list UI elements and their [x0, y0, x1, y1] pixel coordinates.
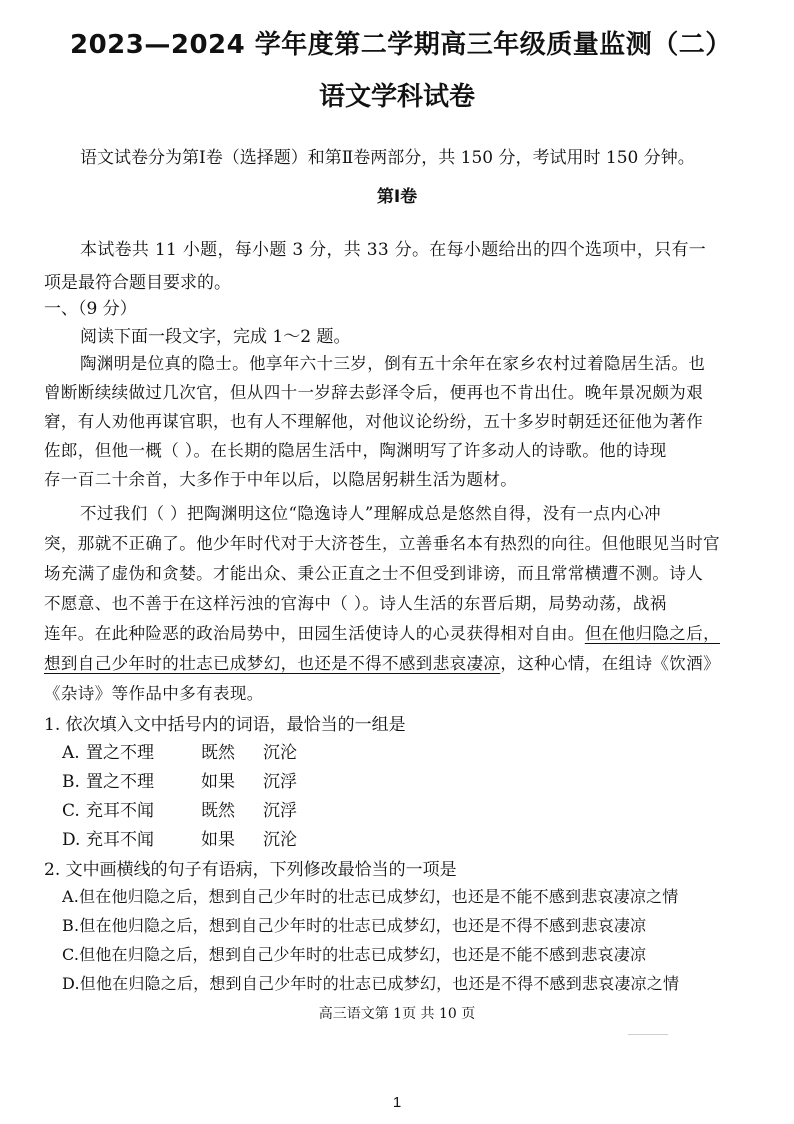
- exam-title: 2023—2024 学年度第二学期高三年级质量监测（二）: [70, 30, 732, 60]
- option-word-2: 如果: [201, 830, 235, 850]
- underlined-sentence-part-1: 但在他归隐之后，: [584, 624, 721, 643]
- subject-title: 语文学科试卷: [318, 82, 475, 112]
- option-word-1: 置之不理: [86, 772, 154, 792]
- option-word-2: 既然: [201, 743, 235, 763]
- option-word-2: 既然: [201, 801, 235, 821]
- passage-line: 曾断断续续做过几次官，但从四十一岁辞去彭泽令后，便再也不肯出仕。晚年景况颇为艰: [44, 383, 704, 402]
- question-1-option-b: [62, 767, 297, 792]
- option-word-2: 如果: [201, 772, 235, 792]
- option-word-1: 置之不理: [86, 743, 154, 763]
- option-letter: C.: [62, 801, 80, 821]
- option-word-3: 沉浮: [263, 772, 297, 792]
- question-2-option-b: B.但在他归隐之后，想到自己少年时的壮志已成梦幻，也还是不得不感到悲哀凄凉: [62, 916, 647, 935]
- passage-line: 窘，有人劝他再谋官职，也有人不理解他，对他议论纷纷，五十多岁时朝廷还征他为著作: [44, 412, 704, 431]
- scan-mark: [628, 1034, 668, 1035]
- question-2-option-c: C.但他在归隐之后，想到自己少年时的壮志已成梦幻，也还是不能不感到悲哀凄凉: [62, 945, 647, 964]
- option-word-3: 沉沦: [263, 743, 297, 763]
- passage-text: 连年。在此种险恶的政治局势中，田园生活使诗人的心灵获得相对自由。: [44, 624, 585, 643]
- page-number: 1: [392, 1094, 402, 1111]
- question-2-stem: 2. 文中画横线的句子有语病，下列修改最恰当的一项是: [44, 860, 457, 880]
- option-word-1: 充耳不闻: [86, 830, 154, 850]
- option-letter: B.: [62, 772, 80, 792]
- question-2-option-a: A.但在他归隐之后，想到自己少年时的壮志已成梦幻，也还是不能不感到悲哀凄凉之情: [62, 887, 679, 906]
- question-2-option-d: D.但他在归隐之后，想到自己少年时的壮志已成梦幻，也还是不得不感到悲哀凄凉之情: [62, 974, 680, 993]
- reading-prompt: 阅读下面一段文字，完成 1～2 题。: [80, 327, 351, 347]
- passage-line: 不愿意、也不善于在这样污浊的官海中（ ）。诗人生活的东晋后期，局势动荡，战祸: [44, 594, 667, 613]
- option-word-3: 沉浮: [263, 801, 297, 821]
- question-1-option-a: [62, 738, 297, 763]
- passage-line: [44, 620, 720, 644]
- passage-line: 突，那就不正确了。他少年时代对于大济苍生，立善垂名本有热烈的向往。但他眼见当时官: [44, 534, 720, 553]
- question-1-stem: 1. 依次填入文中括号内的词语，最恰当的一组是: [44, 715, 406, 735]
- passage-line: 不过我们（ ）把陶渊明这位“隐逸诗人”理解成总是悠然自得，没有一点内心冲: [80, 504, 662, 523]
- option-word-1: 充耳不闻: [86, 801, 154, 821]
- passage-line: [44, 650, 720, 674]
- instructions-line-2: 项是最符合题目要求的。: [44, 273, 231, 293]
- exam-intro: 语文试卷分为第Ⅰ卷（选择题）和第Ⅱ卷两部分，共 150 分，考试用时 150 分钟。: [80, 148, 695, 168]
- question-1-option-c: [62, 796, 297, 821]
- instructions-line-1: 本试卷共 11 小题，每小题 3 分，共 33 分。在每小题给出的四个选项中，只有一: [80, 240, 707, 260]
- page-footer: 高三语文第 1页 共 10 页: [318, 1006, 476, 1022]
- passage-line: 存一百二十余首，大多作于中年以后，以隐居躬耕生活为题材。: [44, 470, 518, 489]
- passage-line: 《杂诗》等作品中多有表现。: [44, 684, 264, 703]
- passage-line: 场充满了虚伪和贪婪。才能出众、秉公正直之士不但受到诽谤，而且常常横遭不测。诗人: [44, 564, 704, 583]
- question-1-option-d: [62, 825, 297, 850]
- part-label: 一、（9 分）: [44, 299, 137, 319]
- underlined-sentence-part-2: 想到自己少年时的壮志已成梦幻，也还是不得不感到悲哀凄凉: [44, 654, 501, 673]
- option-letter: D.: [62, 830, 81, 850]
- option-word-3: 沉沦: [263, 830, 297, 850]
- passage-line: 佐郎，但他一概（ ）。在长期的隐居生活中，陶渊明写了许多动人的诗歌。他的诗现: [44, 441, 667, 460]
- option-letter: A.: [62, 743, 80, 763]
- passage-text: ，这种心情，在组诗《饮酒》: [500, 654, 721, 673]
- section-title: 第Ⅰ卷: [376, 187, 418, 207]
- passage-line: 陶渊明是位真的隐士。他享年六十三岁，倒有五十余年在家乡农村过着隐居生活。也: [80, 354, 706, 373]
